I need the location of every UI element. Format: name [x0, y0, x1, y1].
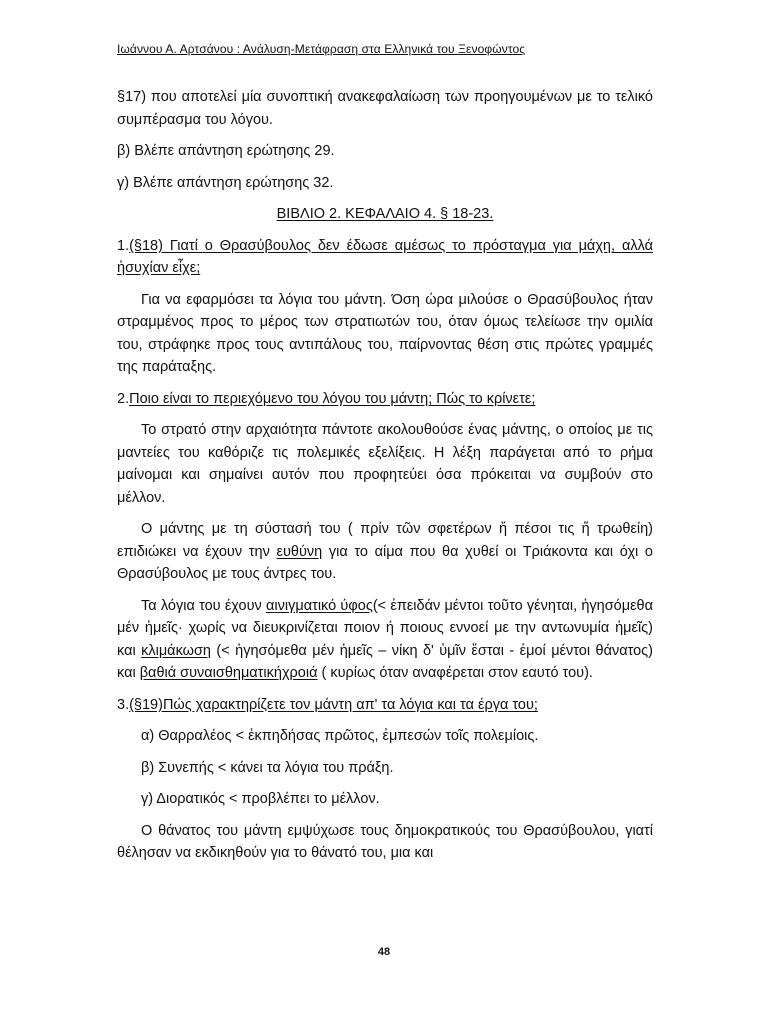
- answer-1: Για να εφαρμόσει τα λόγια του μάντη. Όση ώρα μιλούσε ο Θρασύβουλος ήταν στραμμένος προς το μέρος των στρατιωτών του, όταν όμως τελείωσε την ομιλία του, στράφηκε προς τους αντιπάλους του, παίρνοντας θέση στις πρώτες γραμμές της παράταξης.: [117, 291, 653, 375]
- text-run: (< ἐπειδάν μέντοι τοῦτο γένηται, ἡγησόμεθα μέν ἡμεῖς· χωρίς να διευκρινίζεται ποιον ή ποιους εννοεί με την αντωνυμία ἡμεῖς) και: [117, 597, 654, 659]
- page-body: [117, 86, 653, 874]
- answer-2-paragraph-3: [117, 595, 653, 685]
- question-3-number: 3.: [117, 696, 130, 713]
- answer-c: γ) Βλέπε απάντηση ερώτησης 32.: [117, 174, 334, 191]
- underlined-term: ευθύνη: [276, 543, 323, 560]
- answer-3-a: α) Θαρραλέος < ἐκπηδήσας πρῶτος, ἐμπεσών τοῖς πολεμίοις.: [141, 728, 539, 744]
- question-2: [117, 388, 653, 411]
- text-run: ( κυρίως όταν αναφέρεται στον εαυτό του).: [317, 665, 593, 681]
- question-2-text: Ποιο είναι το περιεχόμενο του λόγου του μάντη; Πώς το κρίνετε;: [129, 390, 536, 407]
- page-number: 48: [377, 946, 391, 958]
- underlined-term: κλιμάκωση: [141, 642, 211, 659]
- answer-3-conclusion: Ο θάνατος του μάντη εμψύχωσε τους δημοκρατικούς του Θρασύβουλου, γιατί θέλησαν να εκδικηθούν για το θάνατό του, μια και: [117, 822, 653, 861]
- underlined-term: βαθιά συναισθηματικήχροιά: [139, 665, 318, 681]
- underlined-term: αινιγματικό ύφος: [266, 597, 373, 614]
- question-1-number: 1.: [117, 237, 130, 254]
- answer-3-b: β) Συνεπής < κάνει τα λόγια του πράξη.: [141, 759, 394, 776]
- question-3-text: (§19)Πώς χαρακτηρίζετε τον μάντη απ' τα λόγια και τα έργα του;: [129, 696, 538, 713]
- section-title: [117, 203, 653, 226]
- answer-2-paragraph-2: [117, 518, 653, 586]
- question-1: [117, 235, 653, 280]
- running-header: Ιωάννου Α. Αρτσάνου : Ανάλυση-Μετάφραση στα Ελληνικά του Ξενοφώντος: [117, 42, 526, 56]
- question-3: [117, 694, 653, 717]
- text-run: για το αίμα που θα χυθεί οι Τριάκοντα και όχι ο Θρασύβουλος με τους άντρες του.: [117, 543, 653, 582]
- text-run: Τα λόγια του έχουν: [141, 597, 267, 614]
- answer-3-c: γ) Διορατικός < προβλέπει το μέλλον.: [141, 791, 380, 807]
- text-run: Ο μάντης με τη σύστασή του ( πρίν τῶν σφετέρων ἤ πέσοι τις ἤ τρωθείη) επιδιώκει να έχουν την: [117, 521, 653, 560]
- answer-b: β) Βλέπε απάντηση ερώτησης 29.: [117, 143, 335, 159]
- text-run: (< ἡγησόμεθα μέν ἡμεῖς – νίκη δ' ὑμῖν ἔσται - ἐμοί μέντοι θάνατος) και: [117, 642, 653, 681]
- answer-2-paragraph-1: Το στρατό στην αρχαιότητα πάντοτε ακολουθούσε ένας μάντης, ο οποίος με τις μαντείες του καθόριζε τις πολεμικές εξελίξεις. Η λέξη παράγεται από το ρήμα μαίνομαι και σημαίνει αυτόν που προφητεύει όσα πρόκειται να συμβούν στο μέλλον.: [117, 422, 653, 506]
- section-title-text: ΒΙΒΛΙΟ 2. ΚΕΦΑΛΑΙΟ 4. § 18-23.: [276, 206, 494, 222]
- question-2-number: 2.: [117, 390, 130, 407]
- paragraph-continuation: §17) που αποτελεί μία συνοπτική ανακεφαλαίωση των προηγουμένων με το τελικό συμπέρασμα του λόγου.: [117, 89, 653, 128]
- question-1-text: (§18) Γιατί ο Θρασύβουλος δεν έδωσε αμέσως το πρόσταγμα για μάχη, αλλά ἡσυχίαν εἶχε;: [117, 237, 653, 276]
